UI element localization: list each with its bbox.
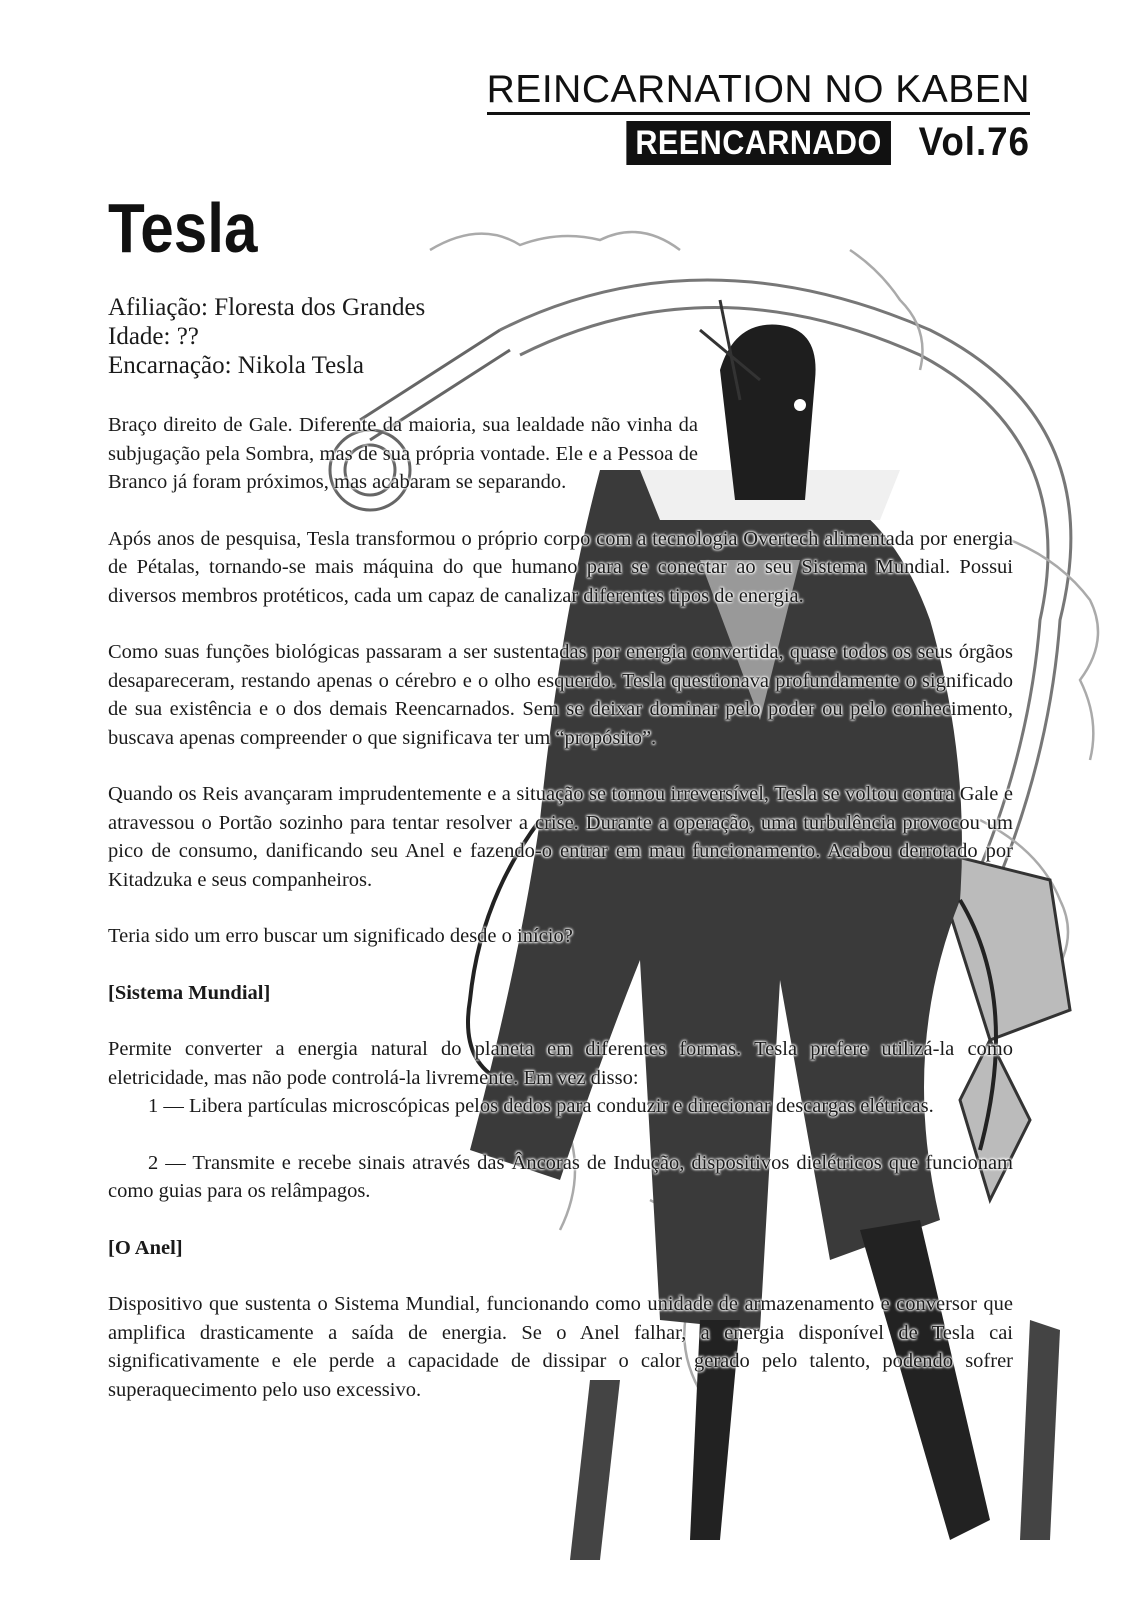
world-system-item-2: 2 — Transmite e recebe sinais através das Âncoras de Indução, dispositivos dielétricos que funcionam como guias para os relâmpagos.: [108, 1151, 1013, 1202]
series-title: REINCARNATION NO KABEN: [487, 70, 1030, 115]
character-profile: [108, 293, 425, 380]
volume-row: [597, 120, 1030, 165]
paragraph-intro: Braço direito de Gale. Diferente da maioria, sua lealdade não vinha da subjugação pela Sombra, mas de sua própria vontade. Ele e a Pessoa de Branco já foram próximos, mas acabaram se separando.: [108, 414, 698, 493]
affiliation: Afiliação: Floresta dos Grandes: [108, 294, 426, 321]
world-system-intro: Permite converter a energia natural do planeta em diferentes formas. Tesla prefere utilizá-la como eletricidade, mas não pode controlá-la livremente. Em vez disso:: [108, 1038, 1013, 1089]
volume-number: Vol.76: [918, 120, 1030, 164]
paragraph-research: Após anos de pesquisa, Tesla transformou o próprio corpo com a tecnologia Overtech alimentada por energia de Pétalas, tornando-se mais máquina do que humano para se conectar ao seu Sistema Mundial. Possui diversos membros protéticos, cada um capaz de canalizar diferentes tipos de energia.: [108, 527, 1013, 607]
paragraph-betrayal: Quando os Reis avançaram imprudentemente e a situação se tornou irreversível, Tesla se voltou contra Gale e atravessou o Portão sozinho para tentar resolver a crise. Durante a operação, uma turbulência provocou um pico de consumo, danificando seu Anel e fazendo-o entrar em mau funcionamento. Acabou derrotado por Kitadzuka e seus companheiros.: [108, 783, 1013, 891]
world-system-item-1: 1 — Libera partículas microscópicas pelos dedos para conduzir e direcionar descargas elétricas.: [148, 1095, 934, 1117]
incarnation: Encarnação: Nikola Tesla: [108, 352, 365, 379]
ring-description: Dispositivo que sustenta o Sistema Mundial, funcionando como unidade de armazenamento e conversor que amplifica drasticamente a saída de energia. Se o Anel falhar, a energia disponível de Tesla cai significativamente e ele perde a capacidade de dissipar o calor gerado pelo talento, podendo sofrer superaquecimento pelo uso excessivo.: [108, 1293, 1013, 1401]
age: Idade: ??: [108, 323, 199, 350]
paragraph-organs: Como suas funções biológicas passaram a ser sustentadas por energia convertida, quase todos os seus órgãos desapareceram, restando apenas o cérebro e o olho esquerdo. Tesla questionava profundamente o significado de sua existência e o dos demais Reencarnados. Sem se deixar dominar pelo poder ou pelo conhecimento, buscava apenas compreender o que significava ter um “propósito”.: [108, 641, 1013, 749]
character-name: Tesla: [108, 189, 258, 267]
paragraph-question: Teria sido um erro buscar um significado desde o início?: [108, 925, 573, 947]
reincarnated-badge: REENCARNADO: [627, 121, 891, 165]
description-body: [108, 411, 1013, 1404]
section-title-world-system: [Sistema Mundial]: [108, 981, 271, 1004]
section-title-ring: [O Anel]: [108, 1236, 183, 1259]
